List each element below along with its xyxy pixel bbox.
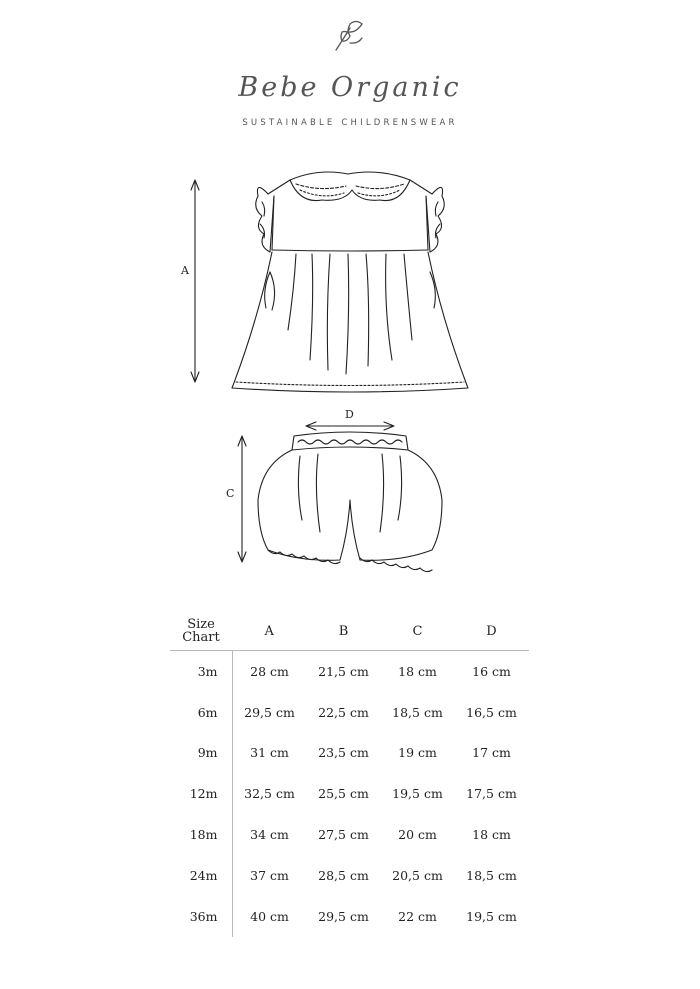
dimension-c-arrow [238,436,246,562]
table-cell: 21,5 cm [318,663,369,679]
size-label: 9m [197,745,218,761]
brand-tagline: SUSTAINABLE CHILDRENSWEAR [242,118,458,128]
dimension-d-label: D [345,408,354,421]
table-cell: 16,5 cm [466,704,517,720]
table-cell: 29,5 cm [232,692,307,733]
table-cell: 19,5 cm [466,908,517,924]
column-header: D [455,612,529,651]
size-label: 12m [189,786,218,802]
dimension-d-arrow [306,422,394,430]
size-label: 24m [189,867,218,883]
table-cell: 28 cm [232,651,307,692]
column-header: A [232,612,307,651]
table-cell: 17 cm [472,745,511,761]
table-cell: 20 cm [398,827,437,843]
size-chart-title-line1: Size [187,617,215,632]
table-row [170,896,529,937]
table-cell: 34 cm [232,814,307,855]
size-label: 3m [197,663,218,679]
size-label: 18m [189,827,218,843]
bloomers-illustration [258,432,442,572]
dimension-a-arrow [191,180,199,382]
table-row [170,733,529,774]
table-cell: 27,5 cm [318,827,369,843]
table-cell: 28,5 cm [318,867,369,883]
table-row [170,855,529,896]
table-cell: 18,5 cm [466,867,517,883]
table-cell: 37 cm [232,855,307,896]
table-cell: 22 cm [398,908,437,924]
table-cell: 22,5 cm [318,704,369,720]
table-cell: 17,5 cm [466,786,517,802]
brand-name: Bebe Organic [238,72,462,103]
size-chart-title [170,612,232,651]
size-label: 36m [189,908,218,924]
table-cell: 18 cm [472,827,511,843]
table-cell: 40 cm [232,896,307,937]
table-row [170,692,529,733]
table-cell: 29,5 cm [318,908,369,924]
dress-illustration [232,172,468,392]
dimension-c-label: C [226,487,235,500]
table-cell: 25,5 cm [318,786,369,802]
size-chart-table [170,612,529,937]
table-cell: 18 cm [398,663,437,679]
table-cell: 31 cm [232,733,307,774]
column-header: C [381,612,455,651]
table-cell: 23,5 cm [318,745,369,761]
size-chart-header-row [170,612,529,651]
table-cell: 19,5 cm [392,786,443,802]
table-row [170,651,529,692]
table-row [170,773,529,814]
table-cell: 20,5 cm [392,867,443,883]
table-cell: 19 cm [398,745,437,761]
dimension-a-label: A [181,264,189,277]
table-cell: 16 cm [472,663,511,679]
size-label: 6m [197,704,218,720]
table-row [170,814,529,855]
table-cell: 32,5 cm [232,773,307,814]
garment-diagram [0,160,700,580]
size-chart-title-line2: Chart [182,630,220,645]
column-header: B [307,612,381,651]
table-cell: 18,5 cm [392,704,443,720]
